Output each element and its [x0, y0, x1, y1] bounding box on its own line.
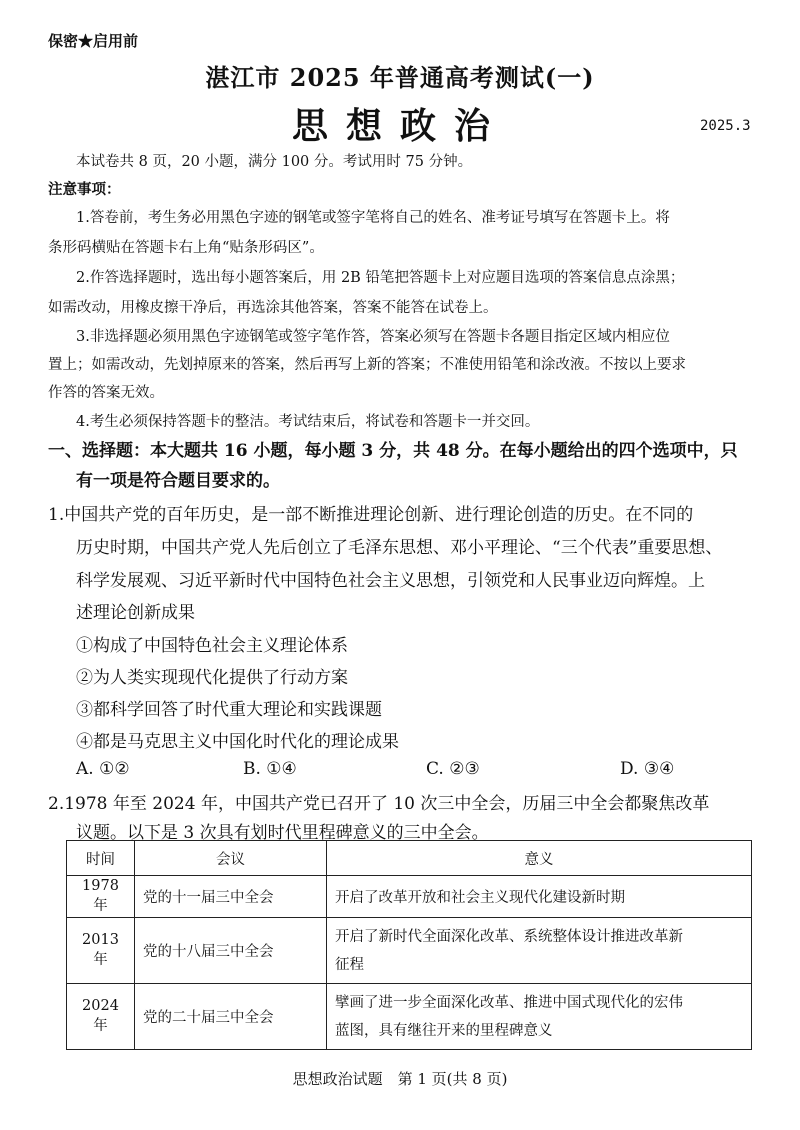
statement-item: ①构成了中国特色社会主义理论体系: [76, 636, 348, 656]
meaning-line: 擘画了进一步全面深化改革、推进中国式现代化的宏伟: [335, 994, 683, 1011]
statement-item: ④都是马克思主义中国化时代化的理论成果: [76, 732, 399, 752]
exam-subtitle: 湛江市 2025 年普通高考测试(一): [205, 63, 595, 92]
statement-item: ②为人类实现现代化提供了行动方案: [76, 668, 348, 688]
table-cell-meeting: 党的二十届三中全会: [135, 984, 327, 1050]
table-cell-meaning: [327, 918, 752, 984]
question-text: 述理论创新成果: [76, 603, 195, 623]
question-text: 科学发展观、习近平新时代中国特色社会主义思想，引领党和人民事业迈向辉煌。上: [76, 571, 705, 591]
table-row: [67, 876, 752, 918]
notice-line: 2.作答选择题时，选出每小题答案后，用 2B 铅笔把答题卡上对应题目选项的答案信息点涂黑；: [76, 270, 685, 286]
page-footer: 思想政治试题 第 1 页(共 8 页): [292, 1070, 508, 1088]
question-text: 1.中国共产党的百年历史，是一部不断推进理论创新、进行理论创造的历史。在不同的: [48, 505, 694, 525]
notice-line: 作答的答案无效。: [48, 385, 164, 401]
option-b[interactable]: B. ①④: [243, 759, 297, 779]
reform-table: [66, 840, 752, 1050]
notice-line: 3.非选择题必须用黑色字迹钢笔或签字笔作答，答案必须写在答题卡各题目指定区域内相应位: [76, 329, 670, 345]
meaning-line: 蓝图，具有继往开来的里程碑意义: [335, 1022, 553, 1039]
question-text: 历史时期，中国共产党人先后创立了毛泽东思想、邓小平理论、“三个代表”重要思想、: [76, 538, 723, 558]
table-header: 会议: [135, 841, 327, 876]
section-heading: 一、选择题：本大题共 16 小题，每小题 3 分，共 48 分。在每小题给出的四个选项中，只: [48, 441, 738, 461]
notice-line: 条形码横贴在答题卡右上角“贴条形码区”。: [48, 240, 324, 256]
table-cell-year: 2024 年: [67, 984, 135, 1050]
option-c[interactable]: C. ②③: [426, 759, 480, 779]
notice-line: 置上；如需改动，先划掉原来的答案，然后再写上新的答案；不准使用铅笔和涂改液。不按以上要求: [48, 357, 686, 373]
section-heading-cont: 有一项是符合题目要求的。: [76, 471, 280, 491]
table-cell-meaning: [327, 984, 752, 1050]
table-header-row: [67, 841, 752, 876]
meaning-line: 开启了新时代全面深化改革、系统整体设计推进改革新: [335, 928, 683, 945]
table-cell-year: 1978 年: [67, 876, 135, 918]
notice-line: 如需改动，用橡皮擦干净后，再选涂其他答案，答案不能答在试卷上。: [48, 300, 498, 316]
meaning-line: 征程: [335, 956, 364, 973]
option-a[interactable]: A. ①②: [76, 759, 130, 779]
confidential-label: 保密★启用前: [48, 32, 139, 50]
notice-title: 注意事项：: [48, 181, 121, 198]
table-header: 时间: [67, 841, 135, 876]
statement-item: ③都科学回答了时代重大理论和实践课题: [76, 700, 382, 720]
table-header: 意义: [327, 841, 752, 876]
question-text: 议题。以下是 3 次具有划时代里程碑意义的三中全会。: [76, 823, 489, 843]
page-title: 思想政治: [291, 105, 508, 147]
table-cell-meeting: 党的十一届三中全会: [135, 876, 327, 918]
table-cell-meaning: [327, 876, 752, 918]
exam-date: 2025.3: [700, 118, 751, 134]
option-d[interactable]: D. ③④: [620, 759, 675, 779]
notice-line: 4.考生必须保持答题卡的整洁。考试结束后，将试卷和答题卡一并交回。: [76, 414, 540, 430]
table-row: [67, 918, 752, 984]
meaning-line: 开启了改革开放和社会主义现代化建设新时期: [335, 890, 625, 906]
notice-line: 1.答卷前，考生务必用黑色字迹的钢笔或签字笔将自己的姓名、准考证号填写在答题卡上。将: [76, 210, 670, 226]
table-cell-year: 2013 年: [67, 918, 135, 984]
question-text: 2.1978 年至 2024 年，中国共产党已召开了 10 次三中全会，历届三中全会都聚焦改革: [48, 794, 710, 814]
table-cell-meeting: 党的十八届三中全会: [135, 918, 327, 984]
exam-intro: 本试卷共 8 页，20 小题，满分 100 分。考试用时 75 分钟。: [76, 154, 473, 170]
table-row: [67, 984, 752, 1050]
